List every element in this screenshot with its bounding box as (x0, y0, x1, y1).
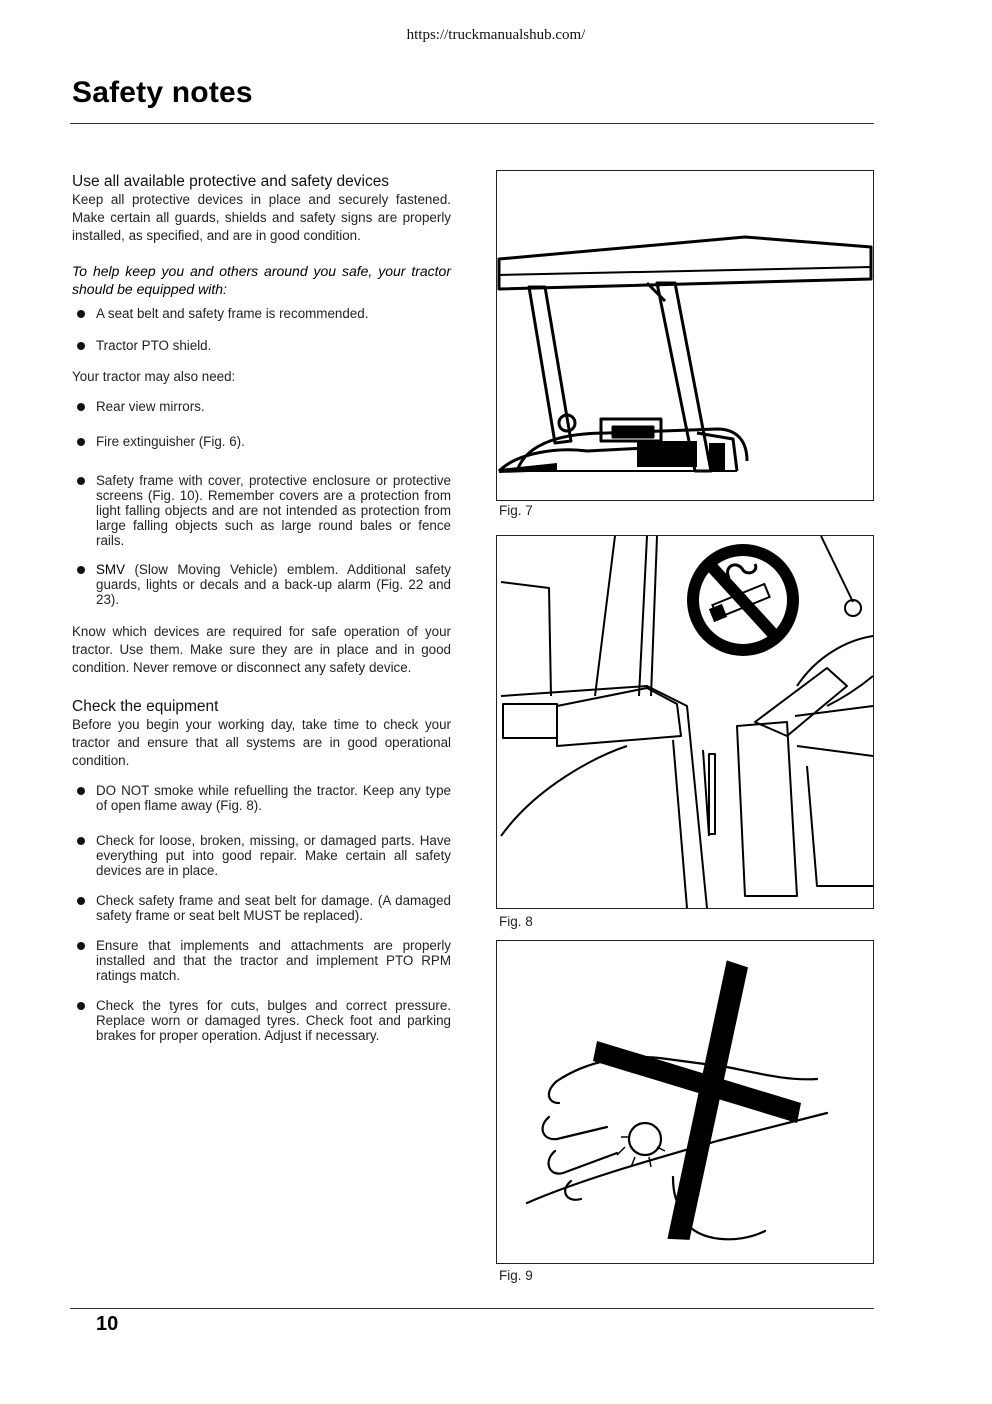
text-column (72, 172, 451, 1043)
figure-7-caption: Fig. 7 (499, 503, 533, 518)
list-item: SMV (Slow Moving Vehicle) emblem. Additional safety guards, lights or decals and a back-up alarm (Fig. 22 and 23). (72, 562, 451, 607)
check-items-list (72, 783, 451, 1043)
optional-devices-list (72, 399, 451, 607)
figure-9 (496, 940, 874, 1264)
list-item: DO NOT smoke while refuelling the tractor. Keep any type of open flame away (Fig. 8). (72, 783, 451, 813)
section-intro-protective: Keep all protective devices in place and securely fastened. Make certain all guards, shields and safety signs are properly installed, as specified, and are in good condition. (72, 192, 451, 243)
bullet-icon (77, 942, 85, 950)
crossed-out-hand-icon (497, 941, 873, 1263)
tractor-safety-frame-icon (497, 171, 873, 500)
list-item: Safety frame with cover, protective enclosure or protective screens (Fig. 10). Remember covers are a protection from light falling objects and are not intended as protection from large falling objects such as large round bales or fence rails. (72, 473, 451, 548)
list-item: Check the tyres for cuts, bulges and correct pressure. Replace worn or damaged tyres. Check foot and parking brakes for proper operation. Adjust if necessary. (72, 998, 451, 1043)
bullet-icon (77, 897, 85, 905)
source-url[interactable]: https://truckmanualshub.com/ (406, 27, 586, 43)
bullet-icon (77, 566, 85, 574)
bullet-icon (77, 1002, 85, 1010)
page-number: 10 (96, 1313, 119, 1335)
figure-7 (496, 170, 874, 501)
section-intro-check: Before you begin your working day, take time to check your tractor and ensure that all systems are in good operational condition. (72, 717, 451, 768)
closing-paragraph: Know which devices are required for safe operation of your tractor. Use them. Make sure they are in place and in good condition. Never remove or disconnect any safety device. (72, 624, 451, 675)
section-heading-protective-devices: Use all available protective and safety devices (72, 173, 390, 190)
footer-divider (70, 1308, 874, 1309)
bullet-icon (77, 787, 85, 795)
figure-8 (496, 535, 874, 909)
bullet-icon (77, 310, 85, 318)
list-item: Check safety frame and seat belt for damage. (A damaged safety frame or seat belt MUST be replaced). (72, 893, 451, 923)
list-item: A seat belt and safety frame is recommended. (72, 306, 451, 321)
bullet-icon (77, 438, 85, 446)
bullet-icon (77, 403, 85, 411)
bullet-icon (77, 837, 85, 845)
list-item: Ensure that implements and attachments are properly installed and that the tractor and implement PTO RPM ratings match. (72, 938, 451, 983)
bullet-icon (77, 342, 85, 350)
header-divider (70, 123, 874, 124)
equipped-with-lead: To help keep you and others around you safe, your tractor should be equipped with: (72, 263, 451, 297)
list-item: Check for loose, broken, missing, or damaged parts. Have everything put into good repair. Make certain all safety devices are in place. (72, 833, 451, 878)
list-item: Rear view mirrors. (72, 399, 451, 414)
list-item: Tractor PTO shield. (72, 338, 451, 353)
figure-8-caption: Fig. 8 (499, 914, 533, 929)
bullet-icon (77, 477, 85, 485)
smv-label: SMV (96, 562, 126, 577)
list-item: Fire extinguisher (Fig. 6). (72, 434, 451, 449)
figure-9-caption: Fig. 9 (499, 1268, 533, 1283)
section-heading-check-equipment: Check the equipment (72, 698, 219, 715)
no-smoking-refuelling-icon (497, 536, 873, 908)
required-devices-list (72, 306, 451, 353)
also-need-text: Your tractor may also need: (72, 369, 236, 384)
page-title: Safety notes (72, 76, 253, 109)
